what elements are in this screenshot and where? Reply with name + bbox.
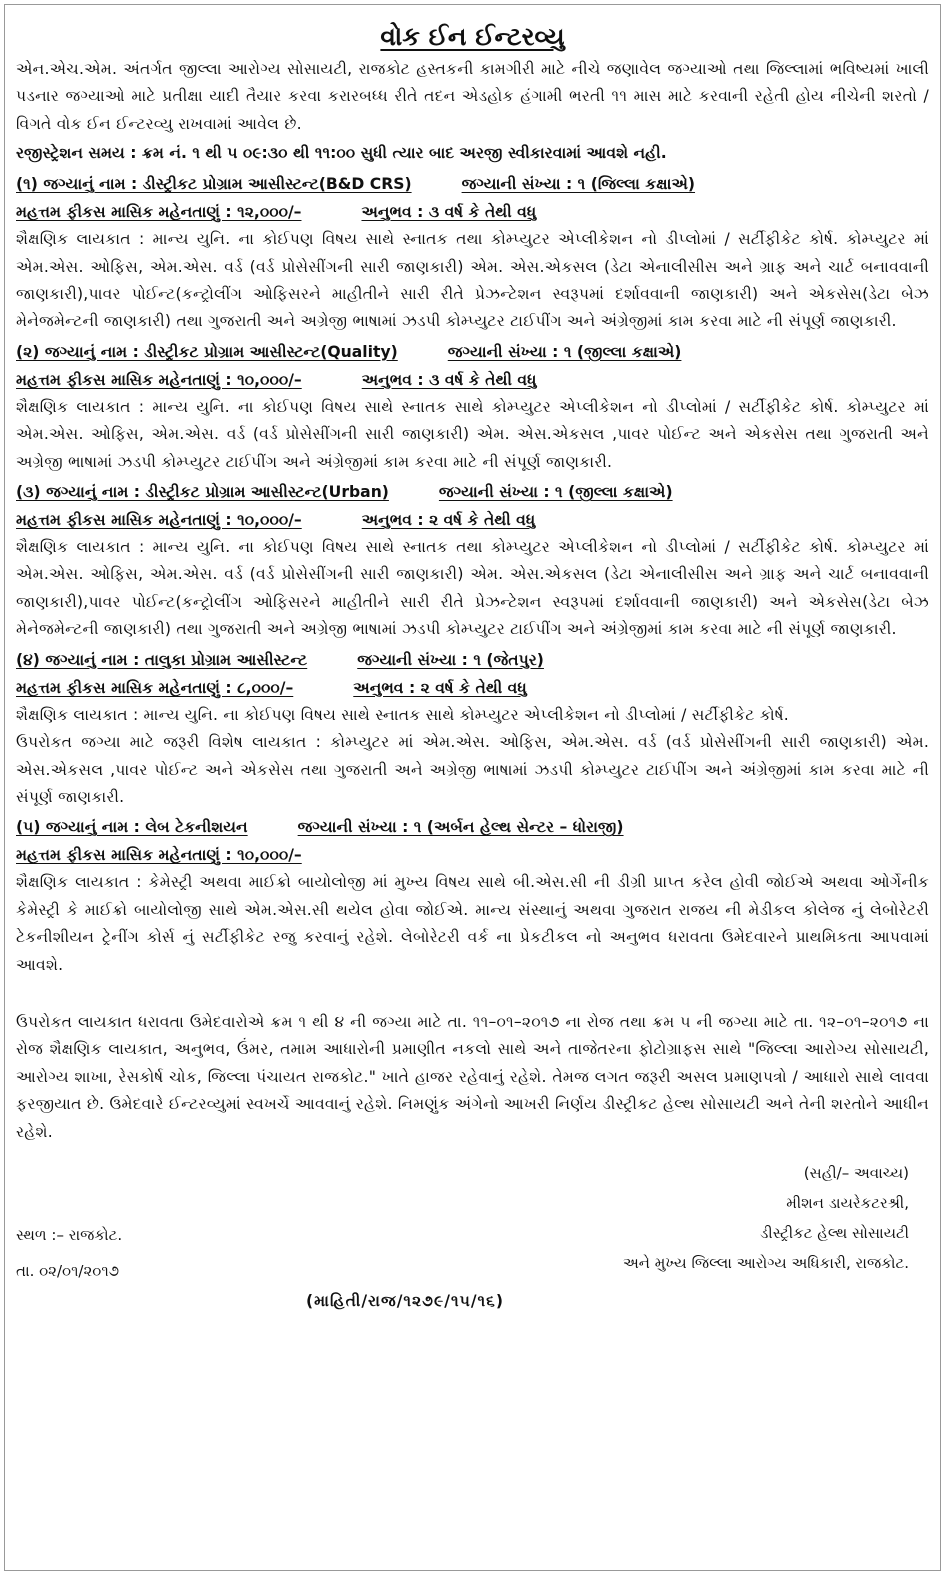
qualification: શૈક્ષણિક લાયકાત : માન્ય યુનિ. ના કોઈપણ વિષય સાથે સ્નાતક સાથે કોમ્પ્યુટર એપ્લીકેશન નો ડીપ્લોમાં / સર્ટીફીકેટ કોર્ષ. કોમ્પ્યુટર માં એમ.એસ. ઓફિસ, એમ.એસ. વર્ડ (વર્ડ પ્રોસેસીંગની સારી જાણકારી) એમ. એસ.એકસલ ,પાવર પોઈન્ટ અને એકસેસ તથા ગુજરાતી અને અગ્રેજી ભાષામાં ઝડપી કોમ્પ્યુટર ટાઈપીંગ અને અંગ્રેજીમાં કામ કરવા માટે ની સંપૂર્ણ જાણકારી. xyxy=(16,397,929,471)
post-count: જગ્યાની સંખ્યા : ૧ (જીલ્લા કક્ષાએ) xyxy=(438,483,673,502)
salary: મહત્તમ ફીકસ માસિક મહેનતાણું : ૮,૦૦૦/– xyxy=(16,678,294,697)
experience: અનુભવ : ૨ વર્ષ કે તેથી વધુ xyxy=(353,678,527,697)
reference-number: (માહિતી/રાજ/૧૨૭૯/૧૫/૧૬) xyxy=(306,1291,505,1310)
post-name: (૪) જગ્યાનું નામ : તાલુકા પ્રોગ્રામ આસીસ્ટન્ટ xyxy=(16,650,308,669)
signatory-title: મીશન ડાયરેકટરશ્રી, xyxy=(786,1193,909,1212)
salary: મહત્તમ ફીકસ માસિક મહેનતાણું : ૧૦,૦૦૦/– xyxy=(16,370,302,389)
experience: અનુભવ : ૩ વર્ષ કે તેથી વધુ xyxy=(361,370,537,389)
signature-area xyxy=(16,1158,929,1338)
signatory-office: ડીસ્ટ્રીકટ હેલ્થ સોસાયટી xyxy=(760,1223,909,1242)
qualification: શૈક્ષણિક લાયકાત : માન્ય યુનિ. ના કોઈપણ વિષય સાથે સ્નાતક સાથે કોમ્પ્યુટર એપ્લીકેશન નો ડીપ્લોમાં / સર્ટીફીકેટ કોર્ષ. xyxy=(16,705,789,724)
salary: મહત્તમ ફીકસ માસિક મહેનતાણું : ૧૦,૦૦૦/– xyxy=(16,846,302,865)
signature-line: (સહી/– અવાચ્ય) xyxy=(803,1163,909,1182)
qualification: શૈક્ષણિક લાયકાત : કેમેસ્ટ્રી અથવા માઈક્રો બાયોલોજી માં મુખ્ય વિષય સાથે બી.એસ.સી ની ડીગ્રી પ્રાપ્ત કરેલ હોવી જોઈએ અથવા ઓર્ગેનીક કેમેસ્ટ્રી કે માઈક્રો બાયોલોજી સાથે એમ.એસ.સી થયેલ હોવા જોઈએ. માન્ય સંસ્થાનું અથવા ગુજરાત રાજય ની મેડીકલ કોલેજ નું લેબોરેટરી ટેકનીશીયન ટ્રેનીંગ કોર્સ નું સર્ટીફીકેટ રજુ કરવાનું રહેશે. લેબોરેટરી વર્ક ના પ્રેકટીકલ નો અનુભવ ધરાવતા ઉમેદવારને પ્રાથમિકતા આપવામાં આવશે. xyxy=(16,873,929,974)
place: સ્થળ :– રાજકોટ. xyxy=(16,1225,123,1244)
qualification: શૈક્ષણિક લાયકાત : માન્ય યુનિ. ના કોઈપણ વિષય સાથે સ્નાતક તથા કોમ્પ્યુટર એપ્લીકેશન નો ડીપ્લોમાં / સર્ટીફીકેટ કોર્ષ. કોમ્પ્યુટર માં એમ.એસ. ઓફિસ, એમ.એસ. વર્ડ (વર્ડ પ્રોસેસીંગની સારી જાણકારી) એમ. એસ.એકસલ (ડેટા એનાલીસીસ અને ગ્રાફ અને ચાર્ટ બનાવવાની જાણકારી),પાવર પોઈન્ટ(કન્ટ્રોલીંગ ઓફિસરને માહીતીને સારી રીતે પ્રેઝન્ટેશન સ્વરૂપમાં દર્શાવવાની જાણકારી) અને એકસેસ(ડેટા બેઝ મેનેજમેન્ટની જાણકારી) તથા ગુજરાતી અને અગ્રેજી ભાષામાં ઝડપી કોમ્પ્યુટર ટાઈપીંગ અને અંગ્રેજીમાં કામ કરવા માટે ની સંપૂર્ણ જાણકારી. xyxy=(16,538,929,639)
experience: અનુભવ : ૨ વર્ષ કે તેથી વધુ xyxy=(361,511,536,530)
post-count: જગ્યાની સંખ્યા : ૧ (અર્બન હેલ્થ સેન્ટર – ધોરાજી) xyxy=(297,818,624,837)
post-count: જગ્યાની સંખ્યા : ૧ (જિલ્લા કક્ષાએ) xyxy=(461,175,696,194)
qualification: શૈક્ષણિક લાયકાત : માન્ય યુનિ. ના કોઈપણ વિષય સાથે સ્નાતક તથા કોમ્પ્યુટર એપ્લીકેશન નો ડીપ્લોમાં / સર્ટીફીકેટ કોર્ષ. કોમ્પ્યુટર માં એમ.એસ. ઓફિસ, એમ.એસ. વર્ડ (વર્ડ પ્રોસેસીંગની સારી જાણકારી) એમ. એસ.એકસલ (ડેટા એનાલીસીસ અને ગ્રાફ અને ચાર્ટ બનાવવાની જાણકારી),પાવર પોઈન્ટ(કન્ટ્રોલીંગ ઓફિસરને માહીતીને સારી રીતે પ્રેઝન્ટેશન સ્વરૂપમાં દર્શાવવાની જાણકારી) અને એકસેસ(ડેટા બેઝ મેનેજમેન્ટની જાણકારી) તથા ગુજરાતી અને અગ્રેજી ભાષામાં ઝડપી કોમ્પ્યુટર ટાઈપીંગ અને અંગ્રેજીમાં કામ કરવા માટે ની સંપૂર્ણ જાણકારી. xyxy=(16,230,929,331)
post-name: (૩) જગ્યાનું નામ : ડીસ્ટ્રીકટ પ્રોગ્રામ આસીસ્ટન્ટ(Urban) xyxy=(16,483,389,502)
closing-paragraph: ઉપરોકત લાયકાત ધરાવતા ઉમેદવારોએ ક્રમ ૧ થી ૪ ની જગ્યા માટે તા. ૧૧–૦૧–૨૦૧૭ ના રોજ તથા ક્રમ ૫ ની જગ્યા માટે તા. ૧૨–૦૧–૨૦૧૭ ના રોજ શૈક્ષણિક લાયકાત, અનુભવ, ઉંમર, તમામ આધારોની પ્રમાણીત નકલો સાથે અને તાજેતરના ફોટોગ્રાફસ સાથે "જિલ્લા આરોગ્ય સોસાયટી, આરોગ્ય શાખા, રેસકોર્ષ ચોક, જિલ્લા પંચાયત રાજકોટ." ખાતે હાજર રહેવાનું રહેશે. તેમજ લગત જરૂરી અસલ પ્રમાણપત્રો / આધારો સાથે લાવવા ફરજીયાત છે. ઉમેદવારે ઈન્ટરવ્યુમાં સ્વખર્ચે આવવાનું રહેશે. નિમણુંક અંગેનો આખરી નિર્ણય ડીસ્ટ્રીકટ હેલ્થ સોસાયટી અને તેની શરતોને આધીન રહેશે. xyxy=(16,1012,929,1141)
salary: મહત્તમ ફીકસ માસિક મહેનતાણું : ૧૦,૦૦૦/– xyxy=(16,511,302,530)
date: તા. ૦૨/૦૧/૨૦૧૭ xyxy=(16,1261,120,1280)
salary: મહત્તમ ફીકસ માસિક મહેનતાણું : ૧૨,૦૦૦/– xyxy=(16,203,302,222)
post-count: જગ્યાની સંખ્યા : ૧ (જેતપુર) xyxy=(357,650,544,669)
post-count: જગ્યાની સંખ્યા : ૧ (જીલ્લા કક્ષાએ) xyxy=(447,342,682,361)
signature-block xyxy=(623,1158,909,1278)
post-name: (૨) જગ્યાનું નામ : ડીસ્ટ્રીકટ પ્રોગ્રામ આસીસ્ટન્ટ(Quality) xyxy=(16,342,398,361)
special-qualification: ઉપરોકત જગ્યા માટે જરૂરી વિશેષ લાયકાત : કોમ્પ્યુટર માં એમ.એસ. ઓફિસ, એમ.એસ. વર્ડ (વર્ડ પ્રોસેસીંગની સારી જાણકારી) એમ. એસ.એકસલ ,પાવર પોઈન્ટ અને એકસેસ તથા ગુજરાતી અને અગ્રેજી ભાષામાં ઝડપી કોમ્પ્યુટર ટાઈપીંગ અને અંગ્રેજીમાં કામ કરવા માટે ની સંપૂર્ણ જાણકારી. xyxy=(16,733,929,806)
registration-time: રજીસ્ટ્રેશન સમય : ક્રમ નં. ૧ થી ૫ ૦૯:૩૦ થી ૧૧:૦૦ સુધી ત્યાર બાદ અરજી સ્વીકારવામાં આવશે નહી. xyxy=(16,144,667,163)
page-title: વોક ઈન ઈન્ટરવ્યુ xyxy=(380,22,565,51)
intro-paragraph: એન.એચ.એમ. અંતર્ગત જીલ્લા આરોગ્ય સોસાયટી, રાજકોટ હસ્તકની કામગીરી માટે નીચે જણાવેલ જગ્યાઓ તથા જિલ્લામાં ભવિષ્યમાં ખાલી પડનાર જગ્યાઓ માટે પ્રતીક્ષા યાદી તૈયાર કરવા કરારબધ્ધ રીતે તદન એડહોક હંગામી ભરતી ૧૧ માસ માટે કરવાની રહેતી હોય નીચેની શરતો / વિગતે વોક ઈન ઈન્ટરવ્યુ રાખવામાં આવેલ છે. xyxy=(16,60,929,133)
post-name: (૧) જગ્યાનું નામ : ડીસ્ટ્રીકટ પ્રોગ્રામ આસીસ્ટન્ટ(B&D CRS) xyxy=(16,175,412,194)
signatory-designation: અને મુખ્ય જિલ્લા આરોગ્ય અધિકારી, રાજકોટ. xyxy=(622,1253,909,1272)
post-name: (૫) જગ્યાનું નામ : લેબ ટેકનીશયન xyxy=(16,818,248,837)
experience: અનુભવ : ૩ વર્ષ કે તેથી વધુ xyxy=(361,203,537,222)
